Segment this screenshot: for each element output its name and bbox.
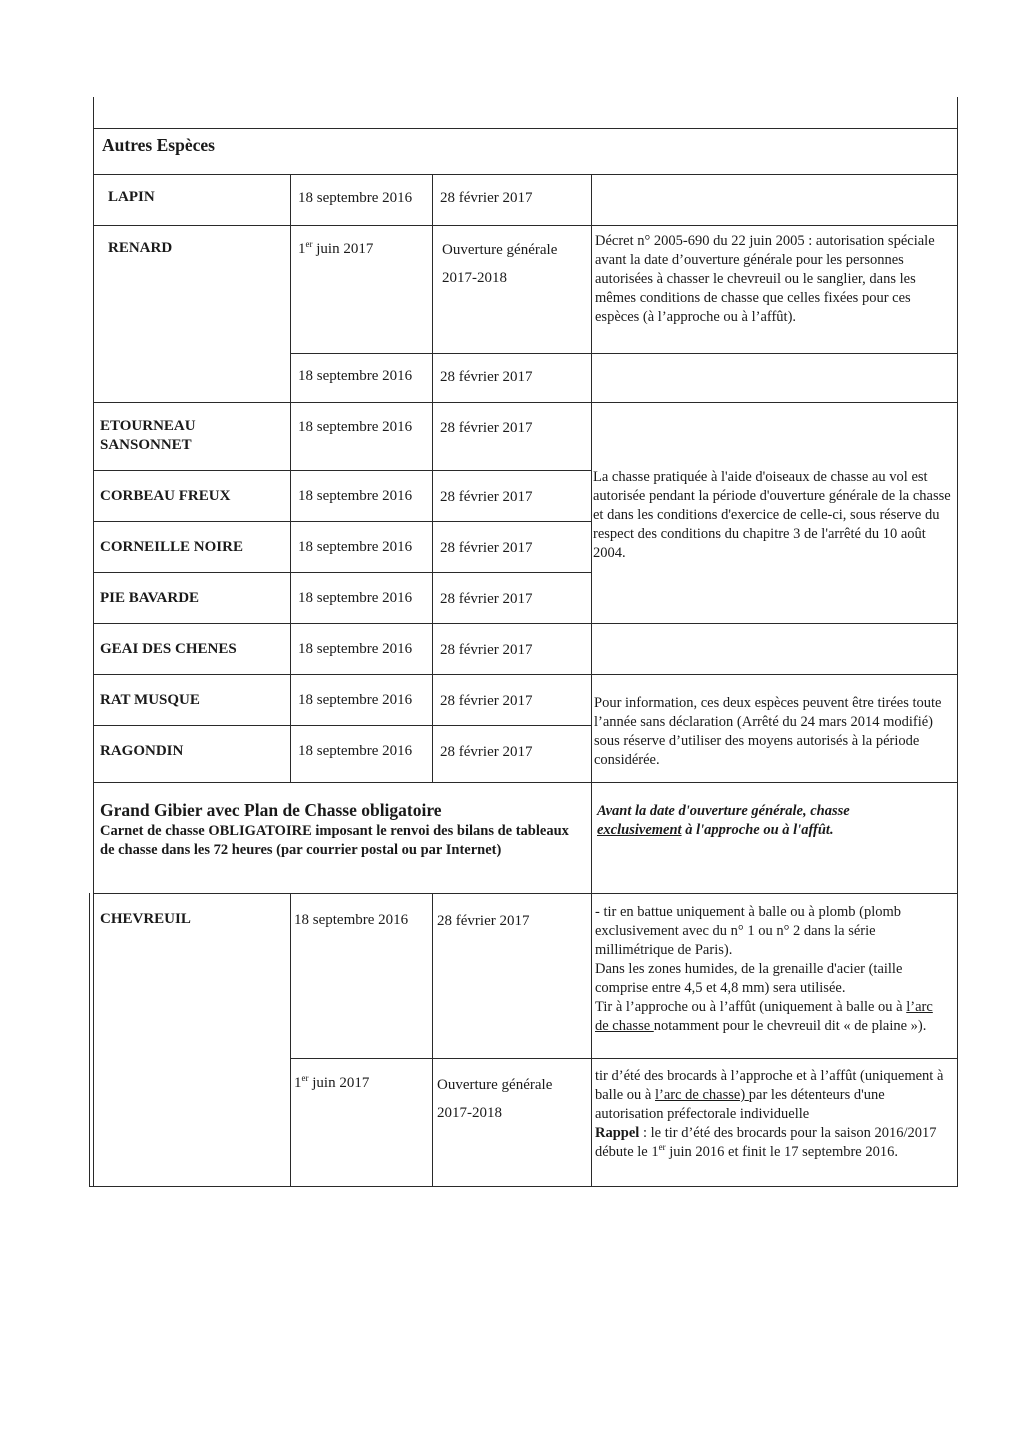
- species-sansonnet: SANSONNET: [100, 437, 192, 453]
- date-close: 28 février 2017: [440, 369, 533, 385]
- species-corneille-noire: CORNEILLE NOIRE: [100, 539, 243, 555]
- species-corbeau-freux: CORBEAU FREUX: [100, 488, 231, 504]
- date-close: 28 février 2017: [440, 540, 533, 556]
- species-pie-bavarde: PIE BAVARDE: [100, 590, 200, 606]
- species-etourneau: ETOURNEAU: [100, 418, 196, 434]
- date-open: 18 septembre 2016: [298, 419, 413, 435]
- note-renard: Décret n° 2005-690 du 22 juin 2005 : autorisation spéciale avant la date d’ouverture générale pour les personnes autorisées à chasser le chevreuil ou le sanglier, dans les mêmes conditions de chasse que celles fixées pour ces espèces (à l’approche ou à l’affût).: [595, 233, 935, 325]
- date-open: 18 septembre 2016: [298, 590, 413, 606]
- note-chevreuil-battue: - tir en battue uniquement à balle ou à plomb (plomb exclusivement avec du n° 1 ou n° 2 dans la série millimétrique de Paris). Dans les zones humides, de la grenaille d'acier (taille comprise entre 4,5 et 4,8 mm) sera utilisée. Tir à l’approche ou à l’affût (uniquement à balle ou à l’arc de chasse notamment pour le chevreuil dit « de plaine »).: [595, 904, 933, 1034]
- ouverture-generale: Ouverture générale: [442, 242, 558, 258]
- date-close: 28 février 2017: [440, 642, 533, 658]
- section-grand-gibier: Grand Gibier avec Plan de Chasse obligatoire: [100, 800, 442, 820]
- species-ragondin: RAGONDIN: [100, 743, 184, 759]
- date-open: 18 septembre 2016: [298, 743, 413, 759]
- ouverture-generale-season: 2017-2018: [442, 270, 507, 286]
- note-avant-ouverture: Avant la date d'ouverture générale, chasse exclusivement à l'approche ou à l'affût.: [597, 803, 850, 838]
- note-oiseaux-de-chasse: La chasse pratiquée à l'aide d'oiseaux de chasse au vol est autorisée pendant la période d'ouverture générale de la chasse et dans les conditions d'exercice de celle-ci, sous réserve du respect des conditions du chapitre 3 de l'arrêté du 10 août 2004.: [593, 469, 951, 561]
- species-lapin: LAPIN: [108, 189, 155, 205]
- ouverture-generale: Ouverture générale: [437, 1077, 553, 1093]
- carnet-obligatoire-text: Carnet de chasse OBLIGATOIRE imposant le renvoi des bilans de tableaux de chasse dans les 72 heures (par courrier postal ou par Internet): [100, 823, 569, 858]
- date-close: 28 février 2017: [440, 591, 533, 607]
- date-open: 18 septembre 2016: [298, 368, 413, 384]
- date-open: 18 septembre 2016: [298, 488, 413, 504]
- date-close: 28 février 2017: [440, 489, 533, 505]
- date-open: 18 septembre 2016: [298, 539, 413, 555]
- species-rat-musque: RAT MUSQUE: [100, 692, 200, 708]
- species-geai-des-chenes: GEAI DES CHENES: [100, 641, 237, 657]
- date-open: 18 septembre 2016: [298, 692, 413, 708]
- ouverture-generale-season: 2017-2018: [437, 1105, 502, 1121]
- species-renard: RENARD: [108, 240, 173, 256]
- date-close: 28 février 2017: [440, 190, 533, 206]
- note-chevreuil-ete: tir d’été des brocards à l’approche et à l’affût (uniquement à balle ou à l’arc de chasse) par les détenteurs d'une autorisation préfectorale individuelle Rappel : le tir d’été des brocards pour la saison 2016/2017 débute le 1er juin 2016 et finit le 17 septembre 2016.: [595, 1068, 944, 1160]
- date-open: 18 septembre 2016: [298, 641, 413, 657]
- date-open: 18 septembre 2016: [294, 912, 409, 928]
- date-june: 1er juin 2017: [298, 239, 374, 257]
- date-close: 28 février 2017: [440, 420, 533, 436]
- date-close: 28 février 2017: [440, 744, 533, 760]
- date-close: 28 février 2017: [440, 693, 533, 709]
- date-june: 1er juin 2017: [294, 1073, 370, 1091]
- species-chevreuil: CHEVREUIL: [100, 911, 191, 927]
- section-autres-especes: Autres Espèces: [102, 135, 215, 155]
- date-close: 28 février 2017: [437, 913, 530, 929]
- note-rat-ragondin: Pour information, ces deux espèces peuvent être tirées toute l’année sans déclaration (Arrêté du 24 mars 2014 modifié) sous réserve d’utiliser des moyens autorisés à la période considérée.: [594, 695, 942, 768]
- date-open: 18 septembre 2016: [298, 190, 413, 206]
